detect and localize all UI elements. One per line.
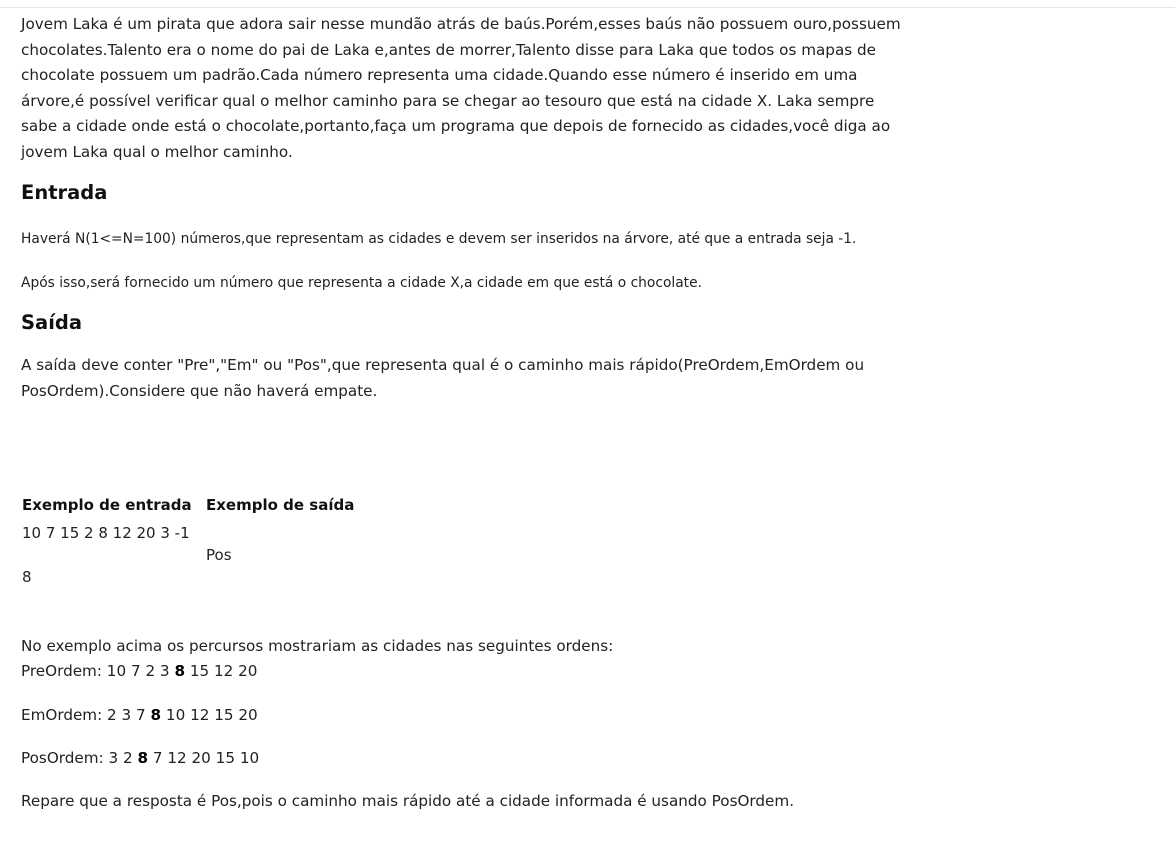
preordem-target: 8 xyxy=(174,662,186,680)
top-divider xyxy=(0,7,1175,8)
preordem-before: PreOrdem: 10 7 2 3 xyxy=(21,662,175,680)
problem-description: Jovem Laka é um pirata que adora sair nesse mundão atrás de baús.Porém,esses baús não possuem ouro,possuem chocolates.Talento era o nome do pai de Laka e,antes de morrer,Talento disse para Laka que todos os mapas de chocolate possuem um padrão.Cada número representa uma cidade.Quando esse número é inserido em uma árvore,é possível verificar qual o melhor caminho para se chegar ao tesouro que está na cidade X. Laka sempre sabe a cidade onde está o chocolate,portanto,faça um programa que depois de fornecido as cidades,você diga ao jovem Laka qual o melhor caminho. xyxy=(21,15,901,161)
output-description: A saída deve conter "Pre","Em" ou "Pos",que representa qual é o caminho mais rápido(PreOrdem,EmOrdem ou PosOrdem).Considere que não haverá empate. xyxy=(21,356,865,400)
posordem-target: 8 xyxy=(137,749,149,767)
example-output-heading: Exemplo de saída xyxy=(206,496,355,514)
input-description-1: Haverá N(1<=N=100) números,que representam as cidades e devem ser inseridos na árvore, até que a entrada seja -1. xyxy=(21,231,857,247)
problem-content xyxy=(21,12,921,400)
emordem-after: 10 12 15 20 xyxy=(161,706,258,724)
posordem-after: 7 12 20 15 10 xyxy=(148,749,260,767)
traversal-intro: No exemplo acima os percursos mostrariam as cidades nas seguintes ordens: xyxy=(21,637,614,655)
preordem-line xyxy=(21,661,257,681)
posordem-before: PosOrdem: 3 2 xyxy=(21,749,138,767)
example-input-column xyxy=(22,492,202,586)
example-input-heading: Exemplo de entrada xyxy=(22,496,192,514)
example-output-column xyxy=(206,492,406,564)
input-section-heading: Entrada xyxy=(21,181,108,204)
example-input-line-1: 10 7 15 2 8 12 20 3 -1 xyxy=(22,524,190,542)
emordem-line xyxy=(21,705,258,725)
example-output-line-1: Pos xyxy=(206,546,232,564)
input-description-2: Após isso,será fornecido um número que representa a cidade X,a cidade em que está o chocolate. xyxy=(21,275,702,291)
emordem-target: 8 xyxy=(150,706,162,724)
posordem-line xyxy=(21,748,259,768)
conclusion-text: Repare que a resposta é Pos,pois o caminho mais rápido até a cidade informada é usando PosOrdem. xyxy=(21,792,795,810)
output-section-heading: Saída xyxy=(21,311,83,334)
example-input-line-2: 8 xyxy=(22,568,32,586)
emordem-before: EmOrdem: 2 3 7 xyxy=(21,706,151,724)
preordem-after: 15 12 20 xyxy=(185,662,258,680)
